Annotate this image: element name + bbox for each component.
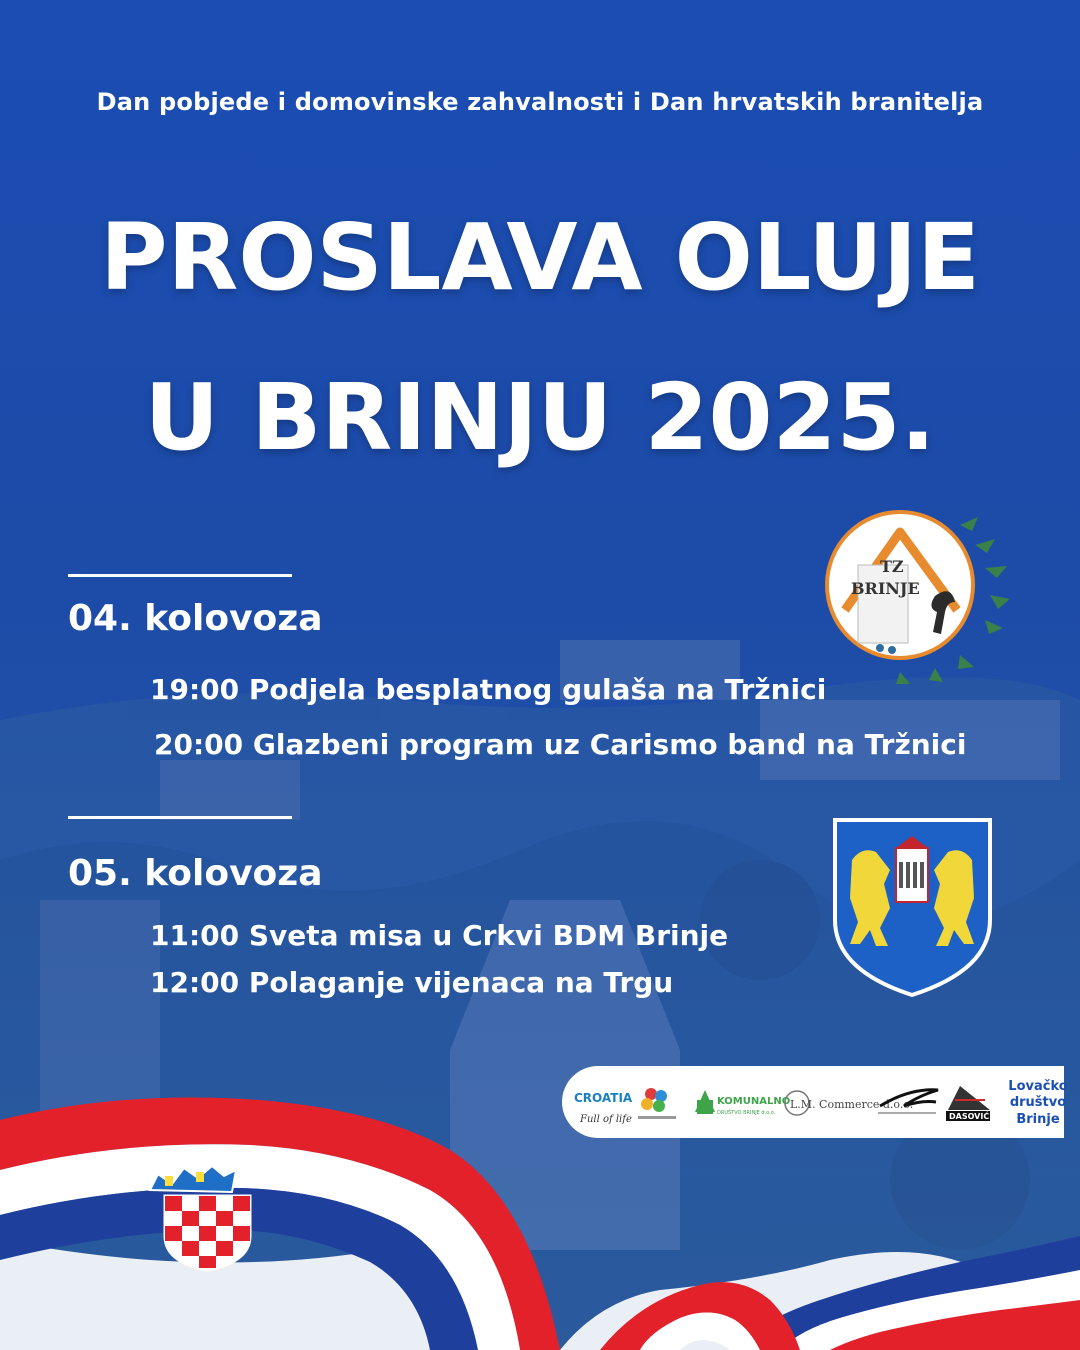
day-date: 04. kolovoza <box>68 598 323 639</box>
page-title-line1: PROSLAVA OLUJE <box>100 204 980 311</box>
lovacko-text-line3: Brinje <box>1016 1111 1060 1127</box>
croatia-logo-tagline: Full of life <box>580 1114 632 1125</box>
schedule-event: 11:00 Sveta misa u Crkvi BDM Brinje <box>150 919 729 952</box>
lovacko-text-line2: društvo <box>1009 1095 1067 1111</box>
event-subtitle: Dan pobjede i domovinske zahvalnosti i Dan hrvatskih branitelja <box>96 88 984 116</box>
croatia-logo-text: CROATIA <box>574 1091 633 1105</box>
lmcommerce-logo-text: L.M. Commerce d.o.o. <box>790 1098 914 1111</box>
komunalno-logo-subtext: DRUŠTVO BRINJE d.o.o. <box>717 1110 776 1116</box>
schedule-event: 19:00 Podjela besplatnog gulaša na Tržnici <box>150 673 827 706</box>
schedule-event: 12:00 Polaganje vijenaca na Trgu <box>150 966 674 999</box>
page-title-line2: U BRINJU 2025. <box>144 364 936 471</box>
komunalno-logo-text: KOMUNALNO <box>717 1096 791 1107</box>
dasovic-logo-text: DASOVIĆ <box>949 1112 990 1121</box>
day-date: 05. kolovoza <box>68 853 323 894</box>
lovacko-text-line1: Lovačko <box>1008 1079 1068 1094</box>
tz-logo-text-line2: BRINJE <box>851 579 920 598</box>
schedule-event: 20:00 Glazbeni program uz Carismo band na Tržnici <box>154 728 967 761</box>
tz-logo-text-line1: TZ <box>880 557 904 576</box>
